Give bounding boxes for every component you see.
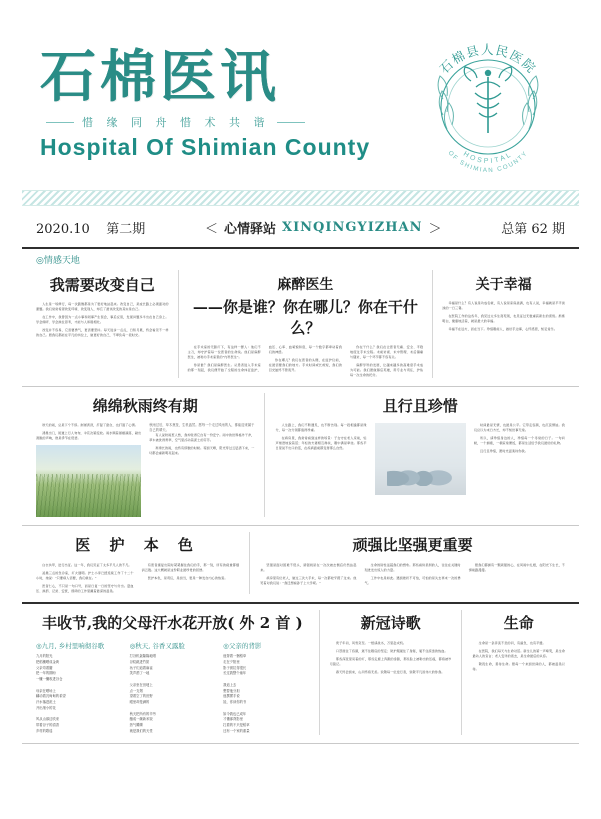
article-about-happiness — [432, 270, 565, 378]
poem-title-3: ◎父亲的背影 — [223, 642, 262, 650]
paragraph: 庚子年初，风雪突至。一纸请战书，万里赴戎机。 — [335, 641, 407, 645]
newspaper-subtitle-cn: 惜 缘 同 舟 惜 术 共 谐 — [82, 116, 270, 130]
paragraph: 你在哪儿？我们在患者的头侧，在监护仪前，在最需要我们的地方。手术时间或长或短，我们的目光始终不曾离开。 — [268, 358, 343, 372]
poem-line: 秋天把所有的辛劳 — [129, 711, 156, 716]
poem-line: 望着空了的田野 — [129, 694, 153, 699]
section-label: ◎情感天地 — [36, 256, 80, 266]
paragraph: 所以，请珍惜身边的人，珍惜每一个寻常的日子。一句问候，一个拥抱，一顿家常便饭，都是生活给予我们最好的礼物。 — [473, 436, 565, 445]
article-harvest-poems — [36, 610, 309, 735]
article-block-3 — [22, 526, 579, 602]
headline-covid-poem: 新冠诗歌 — [360, 614, 421, 632]
paragraph: 愿我们都拥有一颗顽强的心，在风雨中扎根，在阳光下生长，不惧前路漫漫。 — [468, 563, 565, 572]
poem-line: 翻动着沉甸甸的希望 — [36, 694, 66, 699]
headline-about-happiness: 关于幸福 — [475, 277, 532, 293]
body-tenacity — [260, 563, 565, 586]
poem-line: 母亲在晒场上 — [36, 688, 56, 693]
poem-line: 眼里却是满的 — [129, 700, 150, 705]
poem-line: 他背着一捆稻草 — [223, 654, 247, 658]
poem-line: 笑声洒了一地 — [129, 671, 150, 676]
article-autumn-rain — [36, 393, 254, 517]
paragraph: 白衣执甲，逆行出征。这一年，我们见证了太多平凡人的不凡。 — [42, 563, 132, 567]
article-tenacity — [249, 532, 565, 594]
poem-line: 一镰一镰收进谷仓 — [36, 677, 63, 682]
subtitle-rule-left — [46, 122, 74, 123]
poem-line: 影子被拉得很长 — [223, 665, 247, 670]
svg-text:HOSPITAL: HOSPITAL — [461, 150, 515, 166]
decorative-wave-band — [22, 190, 579, 206]
poem-line: 走在夕阳里 — [223, 659, 240, 664]
issue-date: 2020.10 — [36, 222, 90, 237]
paragraph: 清晨出门，街道上行人匆匆，伞花次第绽放。雨水顺着屋檐滴落，敲出清脆的声响，像是季节在低语。 — [36, 431, 142, 440]
paragraph: 敬畏生命，善待生命。愿每一个来到世间的人，都被温柔以待。 — [472, 662, 565, 671]
paragraph: 生命是一条奔流不息的河，有湍急，也有平缓。 — [478, 641, 546, 645]
paragraph: 医护本色，是责任，是担当，更是一种发自内心的热爱。 — [147, 576, 228, 580]
poem-line: 孩子们追着麻雀 — [129, 665, 153, 670]
column-pinyin: XINQINGYIZHAN — [281, 220, 423, 235]
poem-line: 我追上去 — [223, 682, 237, 687]
paragraph: 在手术室的无影灯下，有这样一群人：他们不主刀，却守护着每一位患者的生命线。他们是麻醉医生，被称为手术室里的"内科医生"。 — [187, 345, 261, 359]
body-covid-poem — [330, 641, 452, 675]
paragraph: 麻醉学科的发展，让越来越多的高难度手术成为可能。我们愿做幕后英雄，用专业与责任，护佑每一次生命的托付。 — [350, 363, 424, 377]
issue-date-group — [36, 218, 145, 237]
article-covid-poem — [319, 610, 452, 735]
poem-line: 还有一个家的重量 — [223, 728, 250, 733]
headline-medical-nature: 医 护 本 色 — [75, 536, 200, 554]
paragraph: 生命的韧性远超我们的想象。那些看似柔弱的人，往往在关键时刻迸发出惊人的力量。 — [364, 563, 461, 572]
poem-line: 开出细小的花 — [36, 705, 56, 710]
subheadline-anesthesiologist: ——你是谁？你在哪儿？你在干什么？ — [192, 298, 418, 337]
body-change-myself — [36, 302, 169, 338]
paragraph: 且行且珍惜，愿时光温柔待你我。 — [480, 449, 528, 453]
masthead — [22, 0, 579, 190]
article-life — [461, 610, 565, 735]
poem-line: 父亲坐在田埂上 — [129, 682, 153, 687]
poem-2 — [130, 641, 216, 735]
paragraph: 在医院工作的这些年，我见过太多生离死别，也见证过无数重获新生的喜悦。渐渐明白，健康地活着，就是最大的幸福。 — [442, 314, 565, 323]
rule-page-bottom — [22, 743, 579, 744]
headline-life: 生命 — [503, 614, 534, 632]
headline-tenacity: 顽强比坚强更重要 — [352, 536, 473, 554]
column-mark-right: ＞ — [428, 222, 442, 237]
poem-line: 娃，你读你的书 — [223, 700, 247, 705]
body-life — [472, 641, 565, 672]
poem-line: 才懂那背影里 — [223, 717, 243, 722]
poem-line: 乡村的歌谣 — [36, 728, 53, 733]
body-about-happiness — [442, 301, 565, 332]
body-anesthesiologist — [188, 345, 424, 378]
paragraph: 人生路上，我们不断遇见，也不断告别。每一段相逢都是缘分，每一次分别都值得珍重。 — [275, 423, 367, 432]
paragraph: 改变并不容易，它需要勇气，更需要坚持。每天进步一点点，日积月累，终会看见不一样的自己。愿我们都能在平凡的岗位上，做更好的自己，不辜负每一段时光。 — [36, 328, 169, 337]
poem-line: 风从山那边吹来 — [36, 717, 60, 722]
headline-anesthesiologist: 麻醉医生 — [277, 277, 334, 293]
article-anesthesiologist — [178, 270, 424, 378]
paragraph: 病房里有位老人，做过三次大手术，每一次都咬牙挺了过来。他笑着对我们说："我还想看孙子上大学呢。" — [260, 576, 357, 585]
poem-line: 就是我们的天堂 — [129, 728, 153, 733]
svg-text:石棉县人民医院: 石棉县人民医院 — [436, 42, 540, 77]
paragraph: 凌晨三点的急诊室，灯火通明。护士小李已经连续工作了十二个小时，她说："只要病人需要，我们就在。" — [36, 571, 134, 580]
newspaper-title-cn: 石棉医讯 — [40, 43, 280, 110]
article-block-4 — [22, 604, 579, 739]
paragraph: 在医院，我们每天与生命对话。新生儿的第一声啼哭，是生命最动人的宣言；老人安详的离去，是生命最后的从容。 — [472, 649, 565, 658]
photo-caption-autumn-grass: 秋雨过后，草木葱茏，生机盎然。愿每一个走过风雨的人，都能迎来属于自己的晴天。 — [149, 423, 255, 432]
article-block-2 — [22, 387, 579, 525]
article-block-1 — [22, 268, 579, 386]
paragraph: 在病房里，我常常看到这样的场景：子女守在老人床前，轻声细语地说着话；年轻的夫妻相互搀扶，眼中满是牵挂。那些平日里说不出口的话，在疾病面前都变得那么自然。 — [275, 436, 367, 450]
poem-3 — [223, 641, 309, 735]
subtitle-rule-right — [277, 122, 305, 123]
paragraph: 你在干什么？我们在让患者无痛、安全、平稳地度过手术全程。术前访视、术中管理、术后镇痛与随访，每一个环节都不容有失。 — [350, 345, 424, 359]
poem-line: 想替他分担 — [223, 688, 240, 693]
poem-line: 他摆摆手说 — [223, 694, 240, 699]
issue-bar — [22, 206, 579, 247]
poem-line: 父亲弯着腰 — [36, 665, 53, 670]
masthead-subtitle-row — [46, 114, 305, 130]
poem-title-1: ◎九月, 乡村里响彻谷歌 — [36, 642, 105, 650]
paragraph: 医者仁心，不只是一句口号，而是日复一日的坚守与付出。量血压、换药、记录、安抚，琐碎的工作里藏着最深的温柔。 — [36, 584, 134, 593]
poem-line: 如今我也已成年 — [223, 711, 247, 716]
poem-body-2 — [130, 654, 216, 735]
poem-columns — [36, 641, 309, 735]
newspaper-title-en: Hospital Of Shimian County — [40, 134, 371, 161]
column-mark-left: ＜ — [204, 222, 218, 237]
article-change-myself — [36, 270, 169, 378]
headline-harvest-poems: 丰收节,我的父母汗水花开放( 外 2 首 ) — [41, 614, 303, 632]
paragraph: 春天终会到来，山河终将无恙。致敬每一位逆行者，致敬平凡而伟大的你我。 — [335, 670, 445, 674]
article-medical-nature — [36, 532, 239, 594]
poem-line: 谷粒跳进竹筐 — [129, 659, 150, 664]
paragraph: 口罩遮住了容颜，遮不住眼底的坚定；防护服裹住了身躯，裹不住滚烫的热血。 — [335, 649, 448, 653]
paragraph: 秋天的雨，总是下个不停。淅淅沥沥，打湿了窗台，也打湿了心情。 — [42, 423, 138, 427]
poem-line: 打谷机轰隆隆地唱 — [129, 654, 156, 658]
poem-line: 九月的阳光 — [36, 654, 53, 658]
poem-1 — [36, 641, 122, 735]
issue-number: 第二期 — [106, 222, 146, 237]
body-medical-nature — [36, 563, 239, 594]
body-cherish — [275, 423, 565, 495]
poem-line: 热气腾腾 — [129, 723, 143, 728]
paragraph: 工作中也是如此。遇到挫折不可怕，可怕的是失去再来一次的勇气。 — [364, 576, 461, 585]
paragraph: 在工作中，我曾因为一点小事和同事产生误会，事后反思，发现问题多半出在自己身上。学会倾听、学会换位思考，才能与人和睦相处。 — [36, 315, 169, 324]
column-title-group — [205, 218, 442, 237]
poem-body-1 — [36, 654, 122, 735]
poem-line: 长过我整个童年 — [223, 671, 247, 676]
hospital-logo-svg — [413, 29, 563, 179]
poem-line: 点一支烟 — [129, 688, 143, 693]
poem-body-3 — [223, 654, 309, 735]
svg-text:OF SHIMIAN COUNTY: OF SHIMIAN COUNTY — [446, 149, 530, 175]
article-cherish — [264, 393, 565, 517]
poem-line: 汗水落进泥土 — [36, 700, 56, 705]
column-name: 心情驿站 — [223, 222, 276, 237]
paragraph: 有患者康复出院时紧紧握住我们的手，那一刻，所有的疲惫都烟消云散。这大概就是这份职业最珍贵的回馈。 — [141, 563, 240, 572]
paragraph: 人生是一场修行，每一次跌倒都是为了更好地站起来。改变自己，是成长路上必须面对的课题。我们常常希望改变环境、改变别人，却忘了最该改变的其实是自己。 — [36, 302, 169, 311]
poem-line: 酿成一碗新米饭 — [129, 717, 153, 722]
poem-line: 把一年的期盼 — [36, 671, 56, 676]
paragraph: 你是谁？我们是麻醉医生。从患者进入手术室的那一刻起，我们便开始了全程的生命体征监护，血压、心率、血氧饱和度，每一个数字都牵动着我们的神经。 — [187, 345, 343, 372]
masthead-title-group — [40, 43, 371, 162]
paragraph: 幸福是什么？有人说是功成名就，有人说是家庭美满，也有人说，幸福就是平平淡淡的一日三餐。 — [442, 301, 565, 310]
paragraph: 有人说秋雨惹人愁，我却觉得它自有一份安宁。雨中的世界格外干净，草木被洗得青翠，空气里浮动着泥土的芬芳。 — [149, 432, 255, 442]
photo-people-walking — [375, 423, 466, 495]
issue-total: 总第 62 期 — [501, 222, 565, 237]
headline-autumn-rain: 绵绵秋雨终有期 — [92, 397, 198, 415]
paragraph: 那些深夜里亮着的灯，那些走廊上奔跑的身影，那些脸上被勒出的压痕，都将被岁月铭记。 — [329, 657, 452, 666]
headline-change-myself: 我需要改变自己 — [49, 276, 155, 294]
paragraph: 时间最是无情，也最是公平。它带走容颜，也沉淀情谊。我们总以为来日方长，却不知世事无常。 — [473, 423, 565, 432]
body-autumn-rain — [36, 423, 254, 517]
headline-cherish: 且行且珍惜 — [382, 397, 458, 415]
paragraph: 再绵长的雨，也终有停歇的时候。等到天晴，阳光穿过云层洒下来，一切都会重新明亮起来。 — [149, 445, 255, 455]
poem-line: 扛着的不只是稻草 — [223, 723, 250, 728]
poem-line: 把稻穗晒成金黄 — [36, 659, 60, 664]
hospital-logo — [413, 29, 563, 179]
photo-autumn-grass — [36, 445, 141, 517]
paragraph: 坚强是面对困难不低头，顽强则是在一次次被击倒后仍然站起来。 — [260, 563, 357, 572]
paragraph: 幸福不在远方，而在当下。珍惜眼前人，做好手边事，心怀感恩，知足常乐。 — [448, 327, 558, 331]
poem-line: 带着谷子的清香 — [36, 723, 60, 728]
poem-title-2: ◎秋天, 谷香又露脸 — [129, 642, 185, 650]
